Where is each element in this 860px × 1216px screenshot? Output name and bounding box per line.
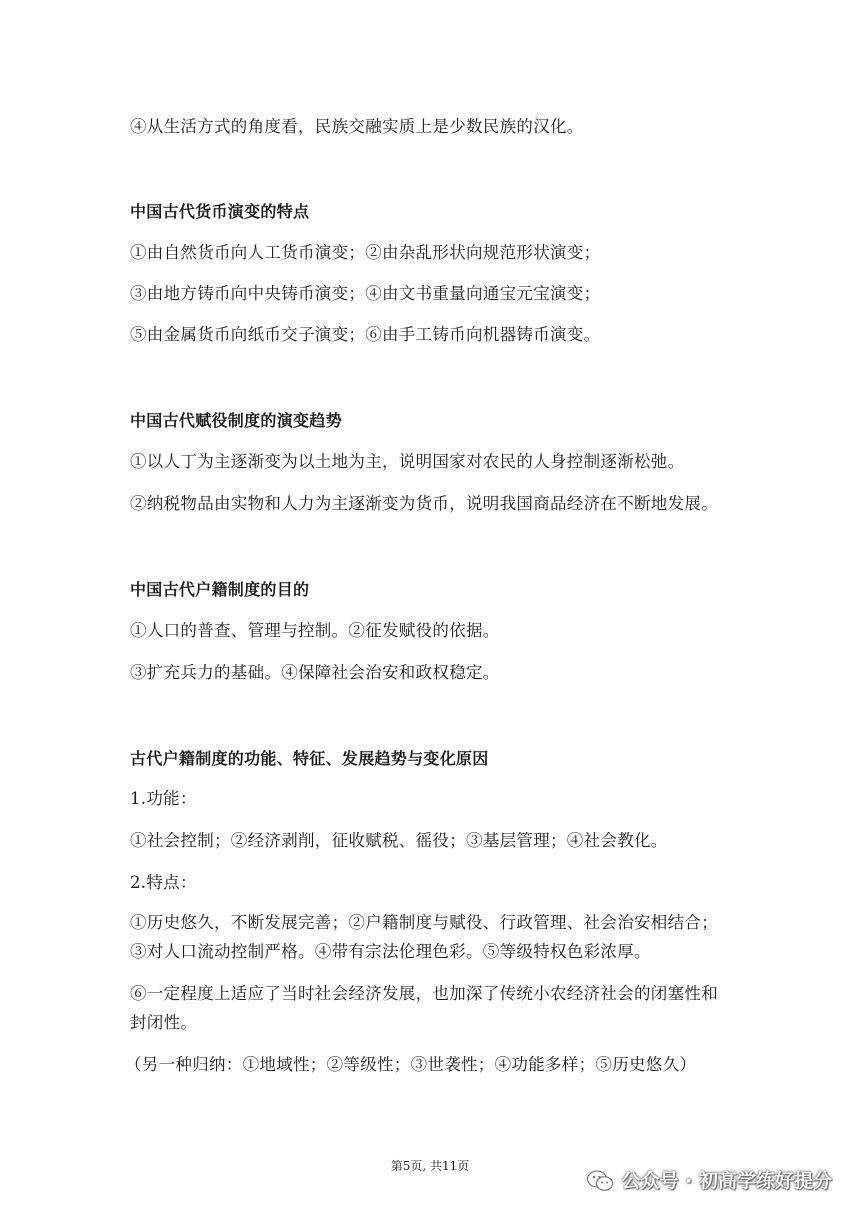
section-heading-household-features: 古代户籍制度的功能、特征、发展趋势与变化原因	[130, 749, 489, 768]
paragraph-line: 封闭性。	[130, 1013, 198, 1032]
paragraph-line: ①人口的普查、管理与控制。②征发赋役的依据。	[130, 621, 500, 640]
paragraph-line: ④从生活方式的角度看，民族交融实质上是少数民族的汉化。	[130, 117, 584, 136]
paragraph-line: ①社会控制；②经济剥削，征收赋税、徭役；③基层管理；④社会教化。	[130, 831, 668, 850]
section-heading-currency: 中国古代货币演变的特点	[130, 202, 310, 221]
paragraph-line: ①以人丁为主逐渐变为以土地为主，说明国家对农民的人身控制逐渐松弛。	[130, 452, 685, 471]
page-number: 第5页, 共11页	[390, 1159, 470, 1173]
paragraph-line: ③由地方铸币向中央铸币演变；④由文书重量向通宝元宝演变；	[130, 284, 601, 303]
paragraph-line: ⑤由金属货币向纸币交子演变；⑥由手工铸币向机器铸币演变。	[130, 325, 601, 344]
paragraph-line: ①由自然货币向人工货币演变；②由杂乱形状向规范形状演变；	[130, 243, 601, 262]
watermark-text: 公众号 · 初高学练好提分	[621, 1170, 832, 1192]
paragraph-line: ③对人口流动控制严格。④带有宗法伦理色彩。⑤等级特权色彩浓厚。	[130, 942, 651, 961]
paragraph-line: ①历史悠久，不断发展完善；②户籍制度与赋役、行政管理、社会治安相结合；	[130, 913, 718, 932]
subheading-functions: 1.功能：	[130, 789, 197, 808]
paragraph-line: ②纳税物品由实物和人力为主逐渐变为货币，说明我国商品经济在不断地发展。	[130, 494, 718, 513]
section-heading-tax-system: 中国古代赋役制度的演变趋势	[130, 411, 342, 430]
paragraph-line: ⑥一定程度上适应了当时社会经济发展，也加深了传统小农经济社会的闭塞性和	[130, 984, 718, 1003]
paragraph-line: ③扩充兵力的基础。④保障社会治安和政权稳定。	[130, 663, 500, 682]
subheading-features: 2.特点：	[130, 873, 197, 892]
wechat-icon	[586, 1169, 614, 1193]
paragraph-line: （另一种归纳：①地域性；②等级性；③世袭性；④功能多样；⑤历史悠久）	[125, 1055, 697, 1074]
section-heading-household-purpose: 中国古代户籍制度的目的	[130, 580, 310, 599]
watermark	[586, 1168, 832, 1194]
